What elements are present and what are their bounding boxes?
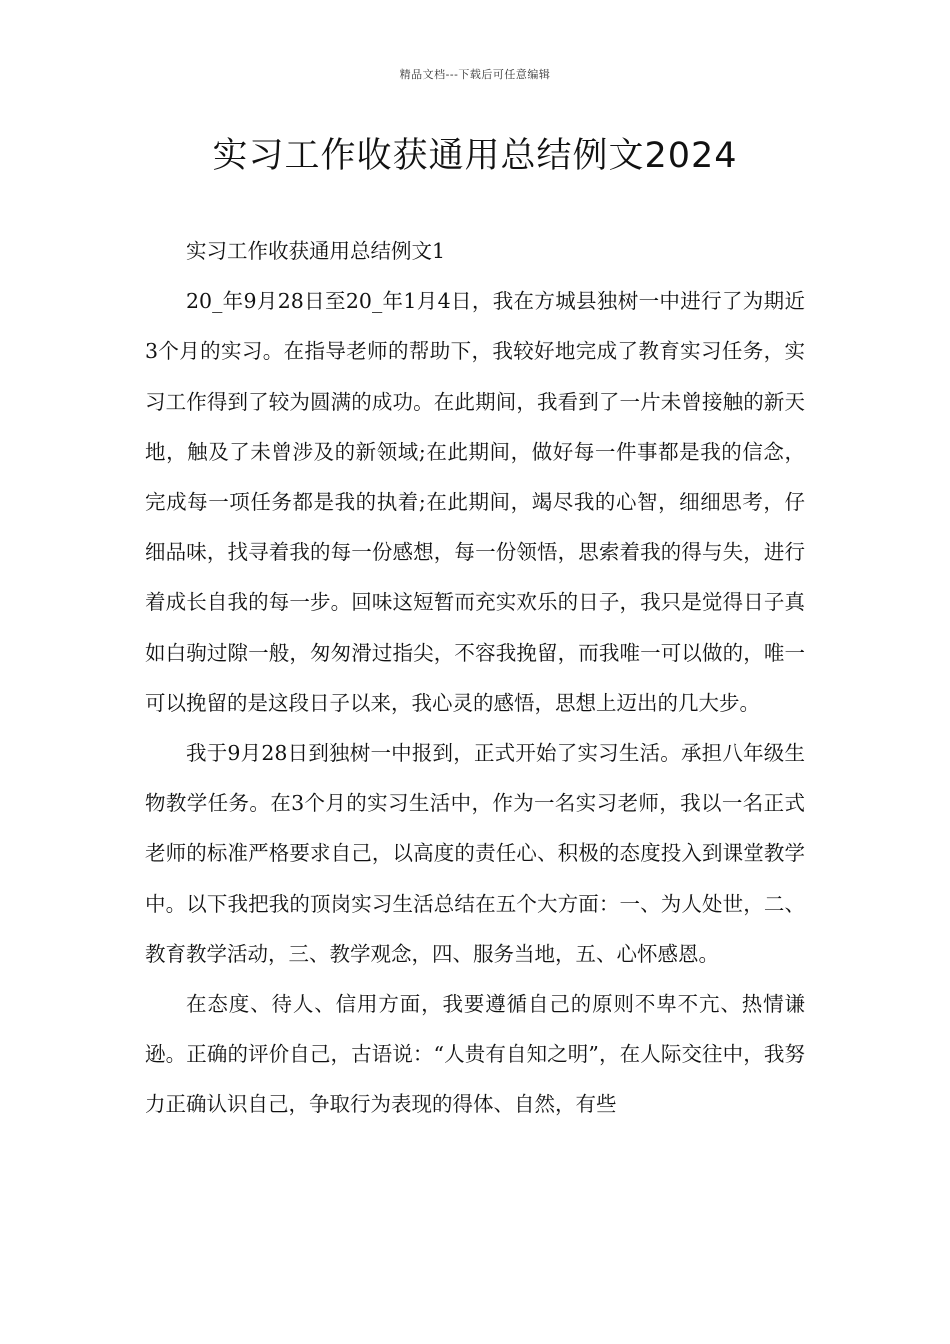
body-paragraph-3: 在态度、待人、信用方面，我要遵循自己的原则不卑不亢、热情谦逊。正确的评价自己，古语说：“人贵有自知之明”，在人际交往中，我努力正确认识自己，争取行为表现的得体、自然，有些 xyxy=(145,992,805,1117)
body-paragraph-2: 我于9月28日到独树一中报到，正式开始了实习生活。承担八年级生物教学任务。在3个月的实习生活中，作为一名实习老师，我以一名正式老师的标准严格要求自己，以高度的责任心、积极的态度投入到课堂教学中。以下我把我的顶岗实习生活总结在五个大方面：一、为人处世，二、教育教学活动，三、教学观念，四、服务当地，五、心怀感恩。 xyxy=(145,741,805,966)
document-body xyxy=(145,226,805,1130)
header-note: 精品文档---下载后可任意编辑 xyxy=(399,68,551,81)
body-paragraph-1: 20_年9月28日至20_年1月4日，我在方城县独树一中进行了为期近3个月的实习。在指导老师的帮助下，我较好地完成了教育实习任务，实习工作得到了较为圆满的成功。在此期间，我看到了一片未曾接触的新天地，触及了未曾涉及的新领域;在此期间，做好每一件事都是我的信念，完成每一项任务都是我的执着;在此期间，竭尽我的心智，细细思考，仔细品味，找寻着我的每一份感想，每一份领悟，思索着我的得与失，进行着成长自我的每一步。回味这短暂而充实欢乐的日子，我只是觉得日子真如白驹过隙一般，匆匆滑过指尖，不容我挽留，而我唯一可以做的，唯一可以挽留的是这段日子以来，我心灵的感悟，思想上迈出的几大步。 xyxy=(145,289,805,715)
document-title: 实习工作收获通用总结例文2024 xyxy=(212,136,738,176)
section-heading: 实习工作收获通用总结例文1 xyxy=(186,239,446,263)
